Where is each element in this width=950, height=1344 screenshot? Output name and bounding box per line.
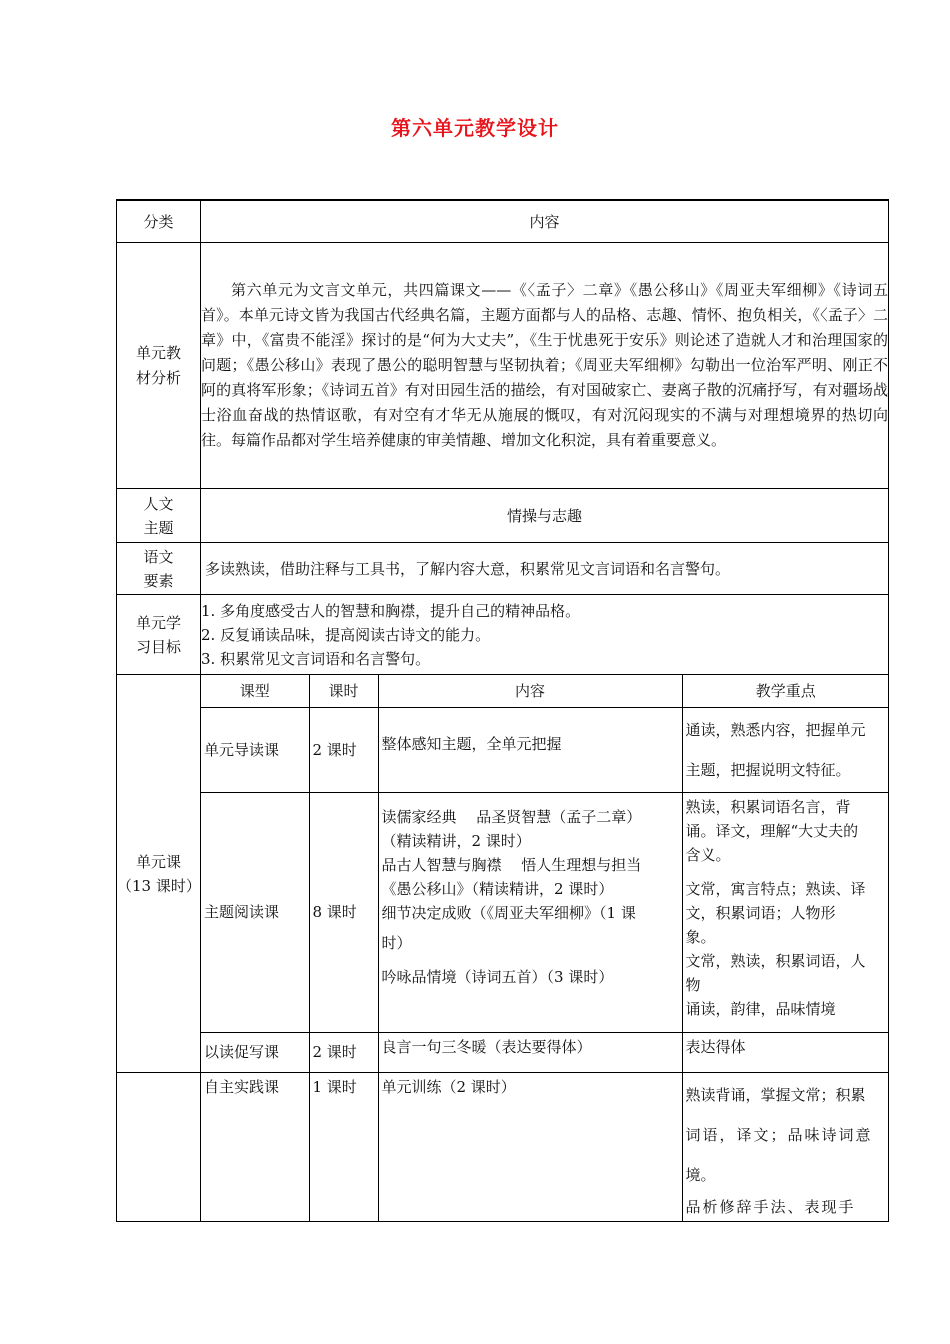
- lesson-type: 主题阅读课: [201, 792, 309, 1032]
- table-header-row: [117, 200, 889, 243]
- lessons-label: 单元课 （13 课时）: [117, 675, 201, 1073]
- theme-label: 人文 主题: [117, 489, 201, 543]
- lesson-hours: 2 课时: [309, 1032, 378, 1072]
- col-hours: 课时: [309, 675, 378, 707]
- lesson-focus: 熟读背诵，掌握文常；积累 词语，译文；品味诗词意 境。 品析修辞手法、表现手: [682, 1073, 889, 1221]
- page-title: 第六单元教学设计: [391, 116, 559, 140]
- lesson-hours: 1 课时: [309, 1073, 378, 1221]
- lesson-focus: 表达得体: [682, 1032, 889, 1072]
- lesson-type: 单元导读课: [201, 707, 309, 792]
- table-row: [201, 707, 889, 792]
- lesson-content: 良言一句三冬暖（表达要得体）: [378, 1032, 682, 1072]
- table-row: [201, 1032, 889, 1072]
- lessons-header-row: [201, 675, 889, 707]
- lesson-content: 单元训练（2 课时）: [378, 1073, 682, 1221]
- lessons-table: [201, 675, 889, 1072]
- lesson-content: 读儒家经典 品圣贤智慧（孟子二章） （精读精讲，2 课时） 品古人智慧与胸襟 悟人生理想与担当 《愚公移山》（精读精讲，2 课时） 细节决定成败（《周亚夫军细柳》（1 课 时） 吟咏品情境（诗词五首）（3 课时）: [378, 792, 682, 1032]
- design-table: [116, 199, 889, 1222]
- practice-label: [117, 1073, 201, 1222]
- lesson-hours: 8 课时: [309, 792, 378, 1032]
- lesson-type: 以读促写课: [201, 1032, 309, 1072]
- table-row: [201, 792, 889, 1032]
- lesson-focus: 通读，熟悉内容，把握单元 主题，把握说明文特征。: [682, 707, 889, 792]
- lessons-cell: [201, 675, 889, 1073]
- elements-label: 语文 要素: [117, 543, 201, 595]
- lesson-content: 整体感知主题，全单元把握: [378, 707, 682, 792]
- goal-item: 2. 反复诵读品味，提高阅读古诗文的能力。: [201, 625, 491, 644]
- lesson-focus: 熟读，积累词语名言，背 诵。译文，理解“大丈夫的 含义。 文常，寓言特点；熟读、译 文，积累词语；人物形 象。 文常，熟读，积累词语，人 物 诵读，韵律，品味情境: [682, 792, 889, 1032]
- theme-value: 情操与志趣: [201, 489, 889, 543]
- goal-item: 1. 多角度感受古人的智慧和胸襟，提升自己的精神品格。: [201, 601, 581, 620]
- elements-value: 多读熟读，借助注释与工具书，了解内容大意，积累常见文言词语和名言警句。: [201, 543, 889, 595]
- analysis-label: 单元教材分析: [117, 243, 201, 489]
- practice-row: [117, 1073, 889, 1222]
- analysis-row: [117, 243, 889, 489]
- lessons-row: [117, 675, 889, 1073]
- goals-list: [201, 595, 889, 675]
- col-type: 课型: [201, 675, 309, 707]
- goal-item: 3. 积累常见文言词语和名言警句。: [201, 649, 431, 668]
- col-content: 内容: [378, 675, 682, 707]
- elements-row: [117, 543, 889, 595]
- header-category: 分类: [117, 200, 201, 243]
- practice-cell: [201, 1073, 889, 1222]
- theme-row: [117, 489, 889, 543]
- header-content: 内容: [201, 200, 889, 243]
- practice-table: [201, 1073, 889, 1221]
- col-focus: 教学重点: [682, 675, 889, 707]
- lesson-hours: 2 课时: [309, 707, 378, 792]
- goals-label: 单元学 习目标: [117, 595, 201, 675]
- lesson-type: 自主实践课: [201, 1073, 309, 1221]
- table-row: [201, 1073, 889, 1221]
- analysis-text: 第六单元为文言文单元，共四篇课文——《〈孟子〉二章》《愚公移山》《周亚夫军细柳》《诗词五首》。本单元诗文皆为我国古代经典名篇，主题方面都与人的品格、志趣、情怀、抱负相关，《〈孟子〉二章》中，《富贵不能淫》探讨的是“何为大丈夫”，《生于忧患死于安乐》则论述了造就人才和治理国家的问题；《愚公移山》表现了愚公的聪明智慧与坚韧执着；《周亚夫军细柳》勾勒出一位治军严明、刚正不阿的真将军形象；《诗词五首》有对田园生活的描绘，有对国破家亡、妻离子散的沉痛抒写，有对疆场战士浴血奋战的热情讴歌，有对空有才华无从施展的慨叹，有对沉闷现实的不满与对理想境界的热切向往。每篇作品都对学生培养健康的审美情趣、增加文化积淀，具有着重要意义。: [201, 243, 889, 489]
- goals-row: [117, 595, 889, 675]
